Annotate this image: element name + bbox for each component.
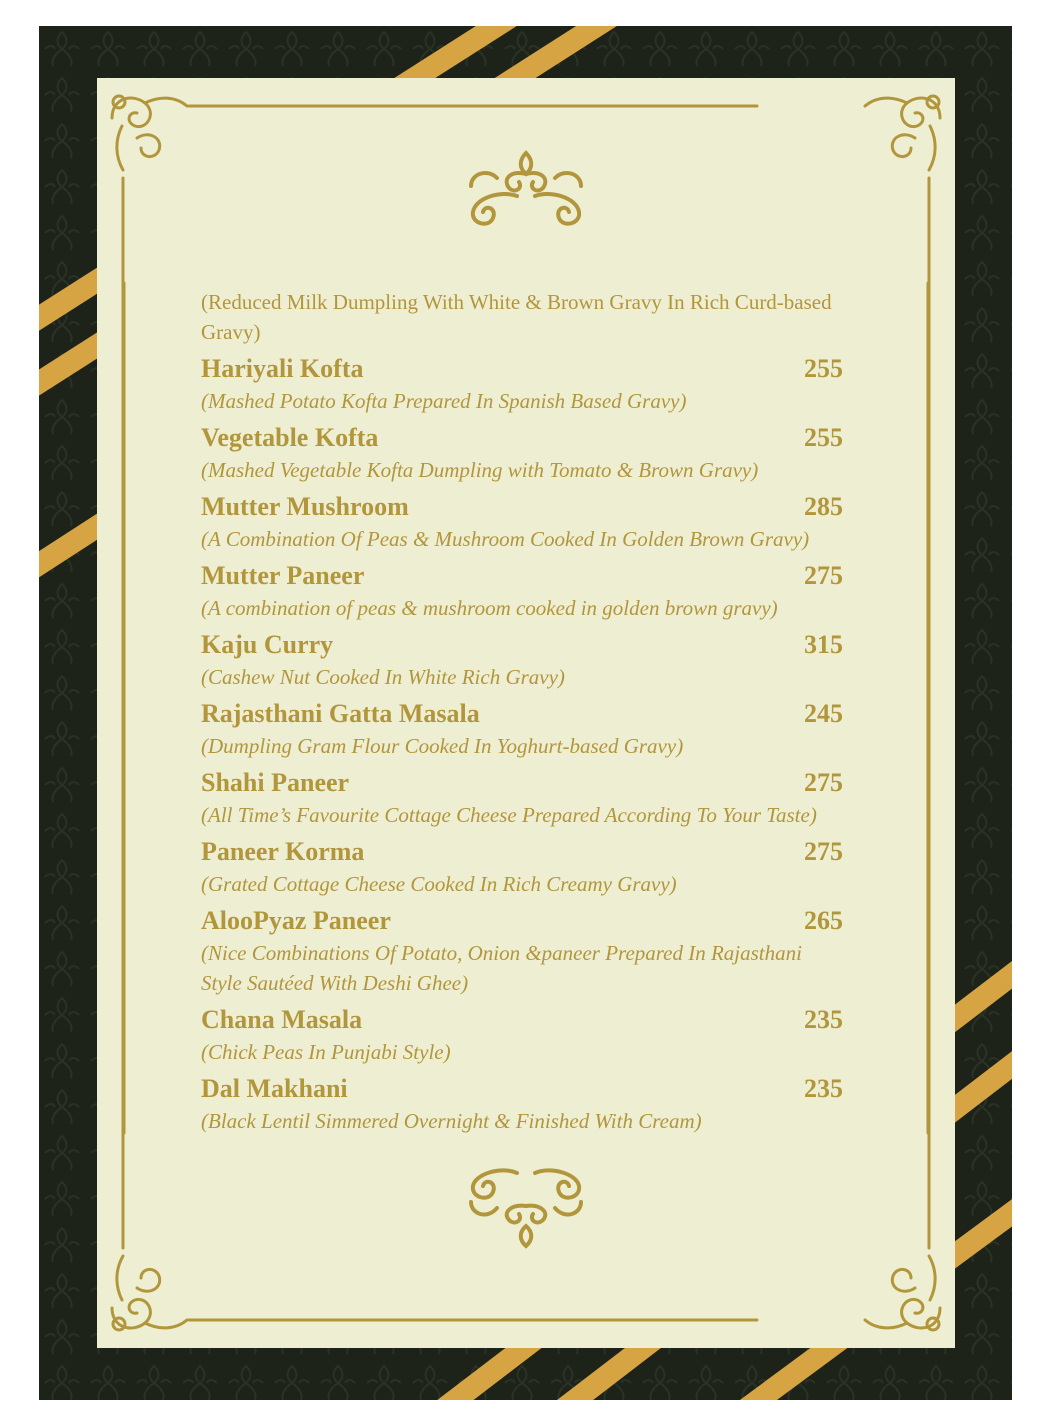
top-flourish-icon (471, 153, 581, 224)
item-price: 275 (804, 561, 843, 590)
item-description: (A Combination Of Peas & Mushroom Cooked In Golden Brown Gravy) (201, 527, 810, 551)
menu-item-row (201, 489, 843, 524)
menu-item (201, 696, 843, 761)
item-name: Kaju Curry (201, 630, 334, 659)
item-description: (Mashed Vegetable Kofta Dumpling with Tomato & Brown Gravy) (201, 458, 759, 482)
item-price: 285 (804, 492, 843, 521)
item-name: Shahi Paneer (201, 768, 350, 797)
menu-item-row (201, 1002, 843, 1037)
item-description: (Dumpling Gram Flour Cooked In Yoghurt-based Gravy) (201, 734, 684, 758)
menu-item (201, 489, 843, 554)
menu-item (201, 558, 843, 623)
item-description: (Mashed Potato Kofta Prepared In Spanish Based Gravy) (201, 389, 687, 413)
item-description: (Chick Peas In Punjabi Style) (201, 1040, 451, 1064)
menu-item (201, 1071, 843, 1136)
menu-item (201, 765, 843, 830)
corner-ornament-top-left-icon (112, 96, 187, 170)
item-price: 245 (804, 699, 843, 728)
item-name: Dal Makhani (201, 1074, 348, 1103)
item-name: AlooPyaz Paneer (201, 906, 391, 935)
item-price: 275 (804, 768, 843, 797)
menu-list (201, 287, 843, 1140)
item-description: (Grated Cottage Cheese Cooked In Rich Creamy Gravy) (201, 872, 677, 896)
menu-item-row (201, 696, 843, 731)
item-description: (All Time’s Favourite Cottage Cheese Prepared According To Your Taste) (201, 803, 817, 827)
item-name: Vegetable Kofta (201, 423, 379, 452)
menu-item-row (201, 765, 843, 800)
item-description: (A combination of peas & mushroom cooked in golden brown gravy) (201, 596, 778, 620)
corner-ornament-bottom-left-icon (112, 1256, 187, 1330)
item-description: (Cashew Nut Cooked In White Rich Gravy) (201, 665, 565, 689)
menu-items (201, 351, 843, 1136)
bottom-flourish-icon (471, 1170, 581, 1246)
menu-item (201, 627, 843, 692)
item-description: (Black Lentil Simmered Overnight & Finished With Cream) (201, 1109, 702, 1133)
item-price: 315 (804, 630, 843, 659)
menu-item-row (201, 351, 843, 386)
item-price: 235 (804, 1074, 843, 1103)
item-price: 255 (804, 423, 843, 452)
intro-description: (Reduced Milk Dumpling With White & Brown Gravy In Rich Curd-based Gravy) (201, 290, 832, 344)
item-name: Mutter Paneer (201, 561, 365, 590)
menu-item-row (201, 420, 843, 455)
corner-ornament-top-right-icon (865, 96, 940, 170)
menu-item-row (201, 903, 843, 938)
item-price: 265 (804, 906, 843, 935)
menu-item-row (201, 627, 843, 662)
corner-ornament-bottom-right-icon (865, 1256, 940, 1330)
menu-item (201, 834, 843, 899)
item-price: 255 (804, 354, 843, 383)
item-name: Chana Masala (201, 1005, 363, 1034)
item-name: Rajasthani Gatta Masala (201, 699, 480, 728)
menu-item (201, 420, 843, 485)
menu-item-row (201, 1071, 843, 1106)
menu-item (201, 903, 843, 998)
menu-item-row (201, 834, 843, 869)
item-name: Paneer Korma (201, 837, 365, 866)
item-name: Mutter Mushroom (201, 492, 409, 521)
menu-item-row (201, 558, 843, 593)
item-price: 235 (804, 1005, 843, 1034)
item-description: (Nice Combinations Of Potato, Onion &paneer Prepared In Rajasthani Style Sautéed With Deshi Ghee) (201, 941, 802, 995)
menu-item (201, 1002, 843, 1067)
menu-item (201, 351, 843, 416)
item-price: 275 (804, 837, 843, 866)
item-name: Hariyali Kofta (201, 354, 364, 383)
